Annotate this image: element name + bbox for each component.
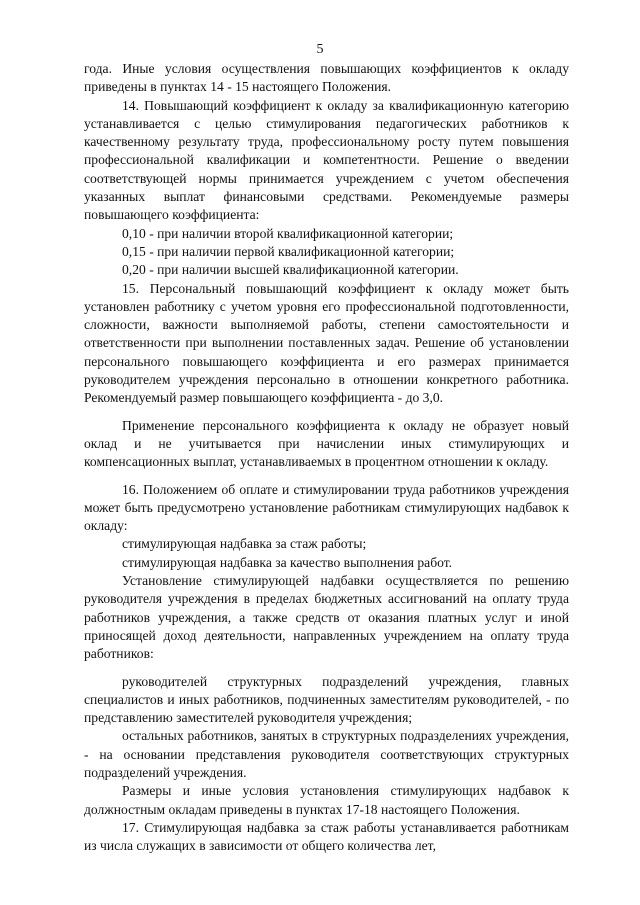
list-item-seniority-bonus: стимулирующая надбавка за стаж работы; — [122, 536, 367, 552]
page-number: 5 — [316, 42, 324, 57]
paragraph-item-15: 15. Персональный повышающий коэффициент к окладу может быть установлен работнику с учетом уровня его профессиональной подготовленности, сложности, важности выполняемой работы, степени самостоятельности и ответственности при выполнении поставленных задач. Решение об установлении персонального повышающего коэффициента и его размерах принимается руководителем учреждения персонально в отношении конкретного работника. Рекомендуемый размер повышающего коэффициента - до 3,0. — [84, 280, 569, 406]
list-item-structural-heads: руководителей структурных подразделений учреждения, главных специалистов и иных работников, подчиненных заместителям руководителей, - по представлению заместителей руководителя учреждения; — [84, 673, 569, 726]
document-body — [84, 60, 569, 855]
paragraph-bonus-establishment: Установление стимулирующей надбавки осуществляется по решению руководителя учреждения в пределах бюджетных ассигнований на оплату труда работников учреждения, а также средств от оказания платных услуг и иной приносящей доход деятельности, направленных учреждением на оплату труда работников: — [84, 573, 569, 662]
list-item-quality-bonus: стимулирующая надбавка за качество выполнения работ. — [122, 554, 453, 570]
paragraph-item-14: 14. Повышающий коэффициент к окладу за квалификационную категорию устанавливается с целью стимулирования педагогических работников к качественному результату труда, профессиональному росту путем повышения профессиональной квалификации и компетентности. Решение о введении соответствующей нормы принимается учреждением с учетом обеспечения указанных выплат финансовыми средствами. Рекомендуемые размеры повышающего коэффициента: — [84, 97, 569, 223]
paragraph-item-17: 17. Стимулирующая надбавка за стаж работы устанавливается работникам из числа служащих в зависимости от общего количества лет, — [84, 819, 569, 854]
paragraph-bonus-sizes: Размеры и иные условия установления стимулирующих надбавок к должностным окладам приведены в пунктах 17-18 настоящего Положения. — [84, 783, 569, 817]
list-item-second-category: 0,10 - при наличии второй квалификационной категории; — [122, 225, 454, 241]
paragraph-personal-coefficient-note: Применение персонального коэффициента к окладу не образует новый оклад и не учитывается при начислении иных стимулирующих и компенсационных выплат, устанавливаемых в процентном отношении к окладу. — [84, 417, 569, 470]
list-item-highest-category: 0,20 - при наличии высшей квалификационной категории. — [122, 262, 459, 278]
paragraph-continuation: года. Иные условия осуществления повышающих коэффициентов к окладу приведены в пунктах 14 - 15 настоящего Положения. — [84, 61, 569, 95]
paragraph-item-16: 16. Положением об оплате и стимулировании труда работников учреждения может быть предусмотрено установление работникам стимулирующих надбавок к окладу: — [84, 481, 569, 534]
list-item-first-category: 0,15 - при наличии первой квалификационной категории; — [122, 243, 455, 259]
list-item-other-employees: остальных работников, занятых в структурных подразделениях учреждения, - на основании представления руководителя соответствующих структурных подразделений учреждения. — [84, 728, 569, 780]
